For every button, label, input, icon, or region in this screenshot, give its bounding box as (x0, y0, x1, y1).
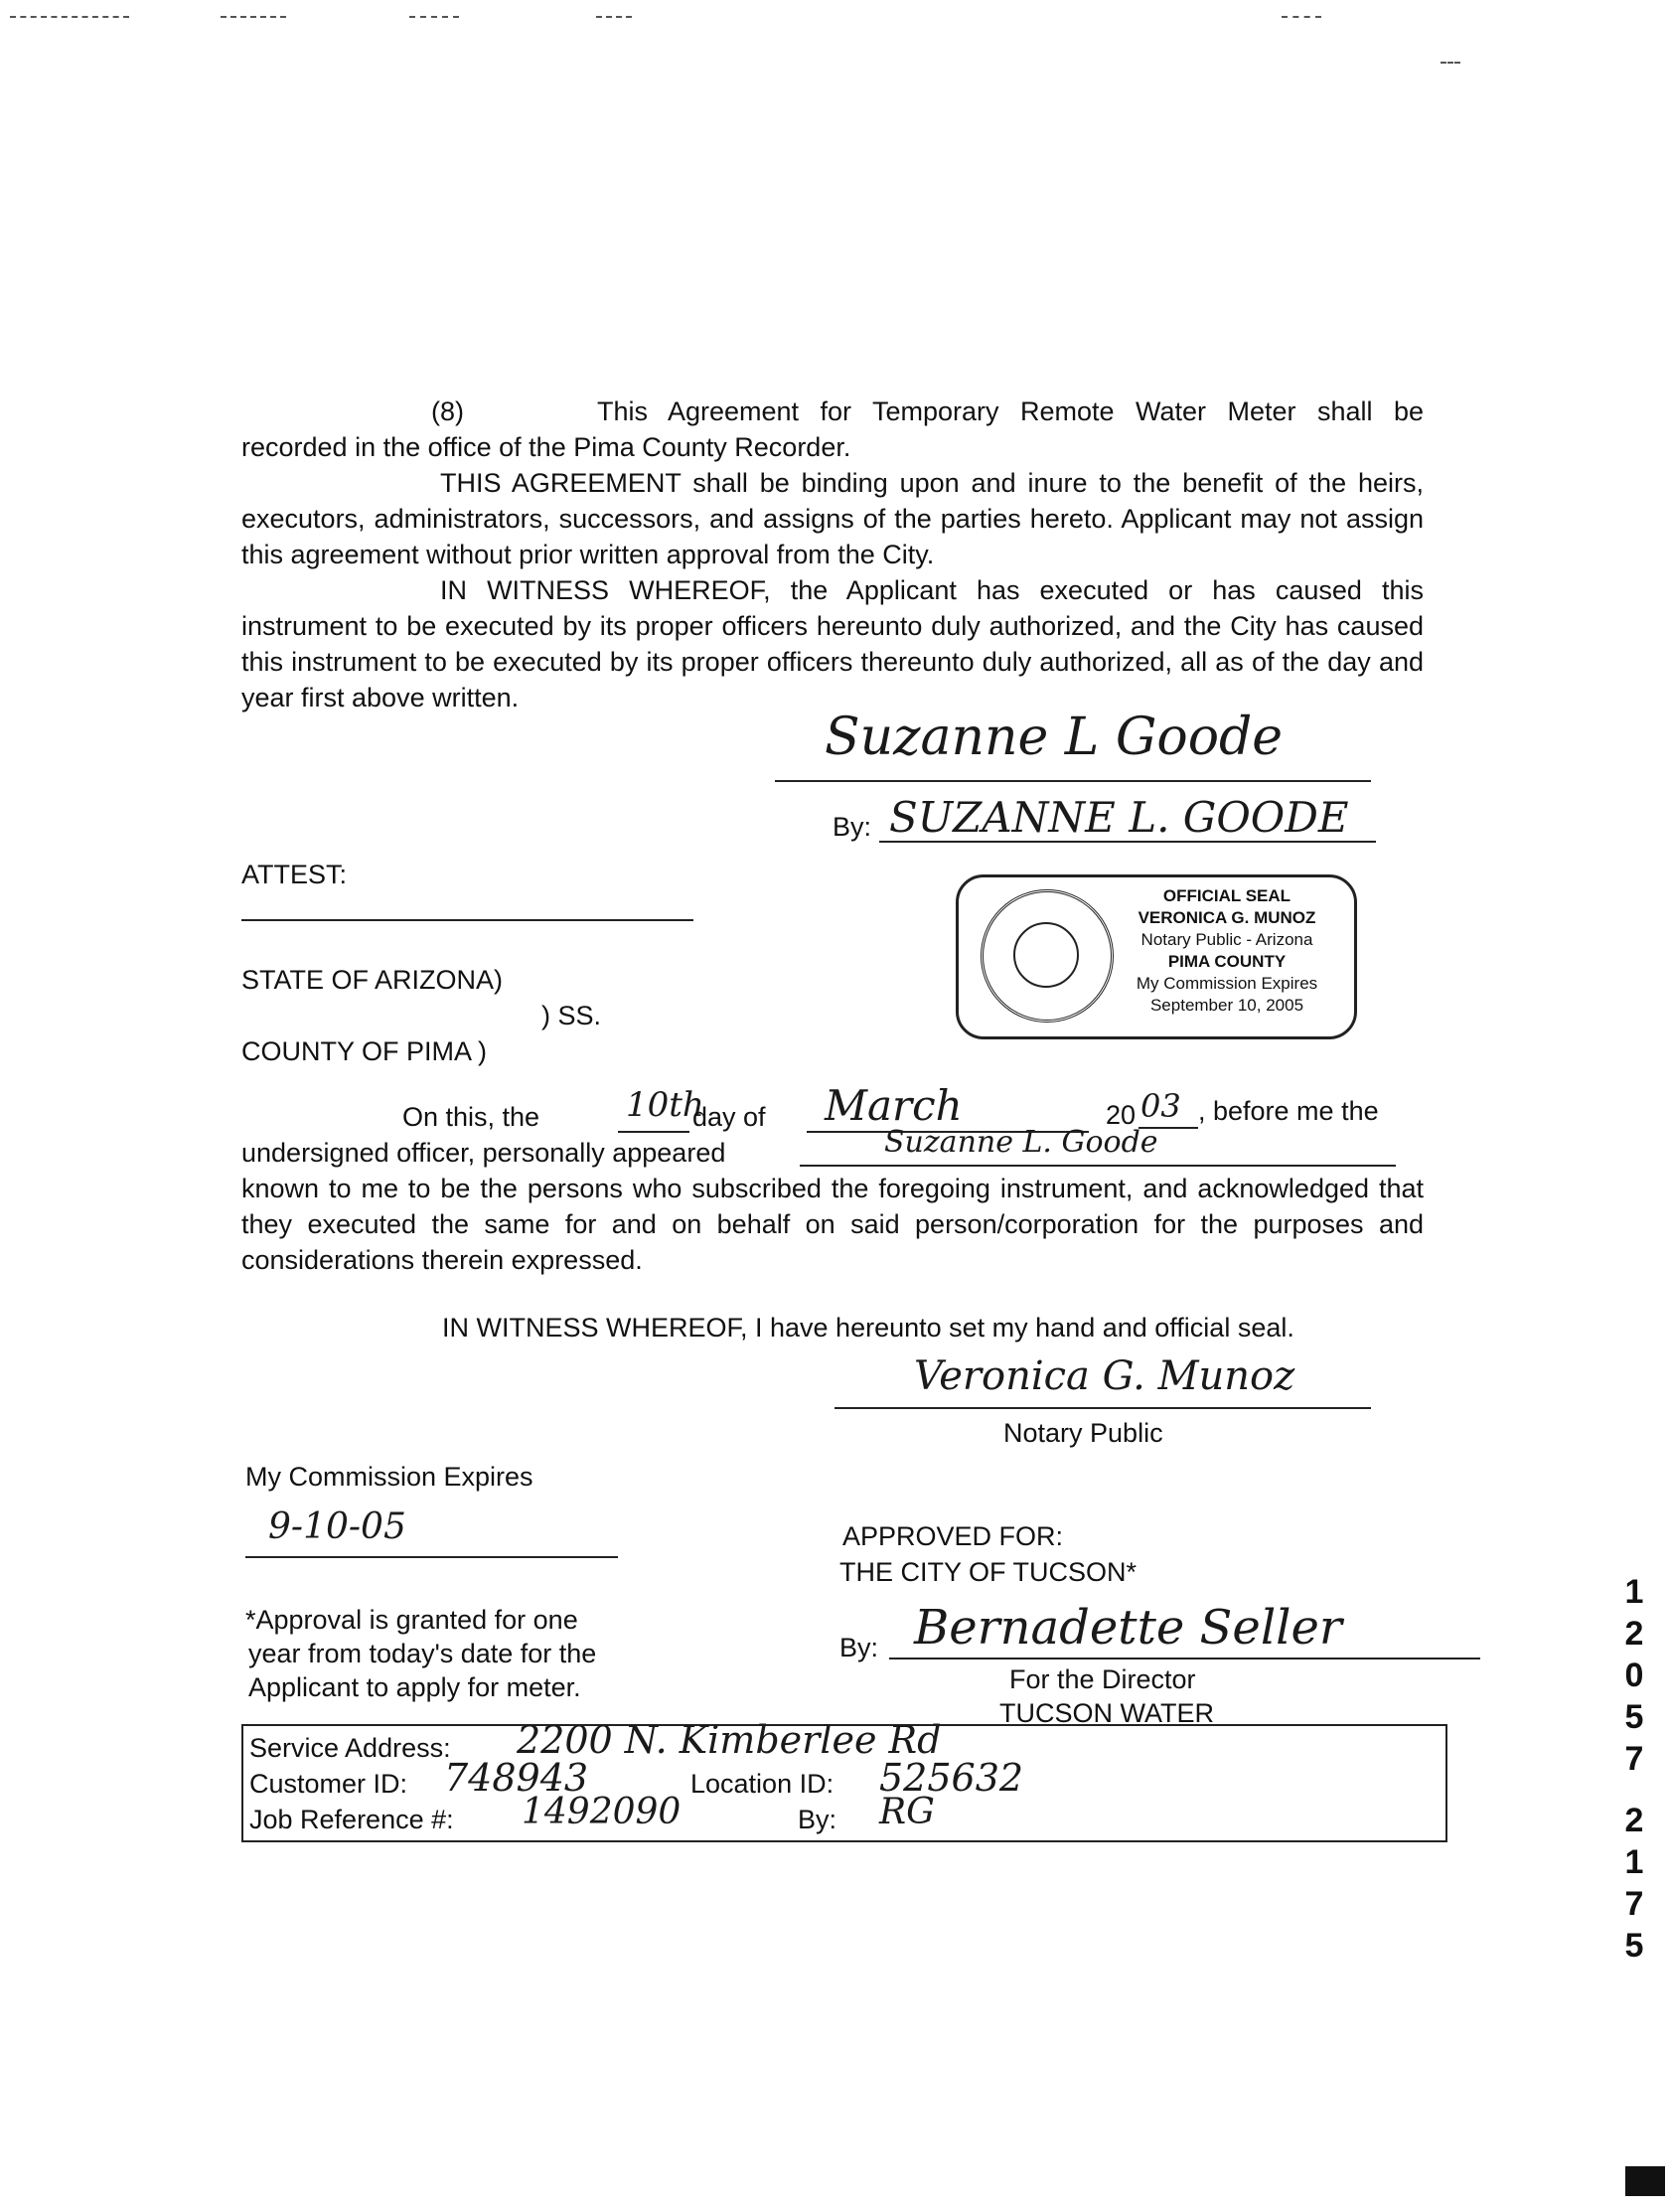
seal-line-3: Notary Public - Arizona (1140, 930, 1313, 949)
notary-title: Notary Public (1003, 1418, 1163, 1448)
approved-line-2: THE CITY OF TUCSON* (839, 1557, 1138, 1587)
binding-paragraph: THIS AGREEMENT shall be binding upon and inure to the benefit of the heirs, executors, administrators, successors, and assigns of the parties hereto. Applicant may not assign this agreement without prior written approval from the City. (241, 468, 1424, 569)
job-reference-value: 1492090 (522, 1792, 682, 1832)
side-number-7: 1 (1624, 1843, 1644, 1881)
service-address-label: Service Address: (249, 1733, 451, 1763)
clause-text: This Agreement for Temporary Remote Water Meter shall be recorded in the office of the Pima County Recorder. (241, 396, 1424, 462)
attest-label: ATTEST: (241, 860, 348, 889)
venue-ss: ) SS. (541, 1001, 602, 1030)
ref-by-value: RG (879, 1792, 935, 1832)
applicant-by-label: By: (833, 812, 872, 842)
side-number-9: 5 (1624, 1927, 1644, 1965)
seal-line-5: My Commission Expires (1136, 974, 1318, 993)
ack-appeared-name: Suzanne L. Goode (884, 1125, 1158, 1160)
seal-line-6: September 10, 2005 (1149, 996, 1304, 1015)
location-id-value: 525632 (879, 1756, 1024, 1800)
venue-county: COUNTY OF PIMA ) (241, 1036, 488, 1066)
city-by-label: By: (839, 1633, 879, 1662)
side-number-2: 2 (1624, 1615, 1644, 1653)
ack-day-of: day of (692, 1102, 766, 1132)
customer-id-label: Customer ID: (249, 1769, 408, 1799)
side-number-5: 7 (1624, 1740, 1644, 1778)
scan-corner-mark (1625, 2166, 1665, 2196)
ack-on-this: On this, the (402, 1102, 540, 1132)
location-id-label: Location ID: (690, 1769, 835, 1799)
side-number-6: 2 (1624, 1802, 1644, 1839)
approval-note-2: year from today's date for the (248, 1639, 597, 1668)
seal-line-1: OFFICIAL SEAL (1162, 886, 1291, 905)
ack-before-me: , before me the (1198, 1096, 1379, 1126)
city-signature: Bernadette Seller (914, 1600, 1342, 1656)
approval-note-1: *Approval is granted for one (245, 1605, 578, 1635)
seal-line-4: PIMA COUNTY (1167, 952, 1287, 971)
ack-month: March (825, 1081, 963, 1130)
job-reference-label: Job Reference #: (249, 1805, 454, 1834)
customer-id-value: 748943 (444, 1756, 589, 1800)
applicant-signature: Suzanne L Goode (825, 708, 1284, 767)
notary-witness: IN WITNESS WHEREOF, I have hereunto set my hand and official seal. (442, 1313, 1294, 1343)
notary-signature: Veronica G. Munoz (914, 1353, 1295, 1399)
ack-line2-prefix: undersigned officer, personally appeared (241, 1138, 726, 1168)
side-number-3: 0 (1624, 1657, 1644, 1694)
seal-line-2: VERONICA G. MUNOZ (1138, 908, 1316, 927)
applicant-printed-name: SUZANNE L. GOODE (889, 793, 1349, 842)
commission-date: 9-10-05 (268, 1506, 406, 1547)
reference-box (241, 1718, 1447, 1842)
ref-by-label: By: (798, 1805, 837, 1834)
ack-body: known to me to be the persons who subscribed the foregoing instrument, and acknowledged that they executed the same for and on behalf on said person/corporation for the purposes and considerations therein expressed. (241, 1174, 1424, 1275)
service-address-value: 2200 N. Kimberlee Rd (517, 1718, 942, 1762)
department: TUCSON WATER (999, 1698, 1214, 1728)
commission-label: My Commission Expires (245, 1462, 533, 1492)
venue-state: STATE OF ARIZONA) (241, 965, 504, 995)
side-number-4: 5 (1624, 1698, 1644, 1736)
ack-year-suffix: 03 (1140, 1087, 1181, 1125)
side-number-1: 1 (1624, 1573, 1644, 1611)
state-seal-emblem (981, 889, 1114, 1023)
ack-year-prefix: 20 (1106, 1100, 1137, 1130)
witness-paragraph: IN WITNESS WHEREOF, the Applicant has executed or has caused this instrument to be executed by its proper officers hereunto duly authorized, and the City has caused this instrument to be executed by its proper officers thereunto duly authorized, all as of the day and year first above written. (241, 575, 1424, 712)
for-director: For the Director (1009, 1664, 1196, 1694)
side-number-8: 7 (1624, 1885, 1644, 1923)
approved-line-1: APPROVED FOR: (842, 1521, 1064, 1551)
ack-day: 10th (626, 1085, 704, 1125)
clause-number: (8) (431, 396, 464, 426)
approval-note-3: Applicant to apply for meter. (248, 1672, 581, 1702)
notary-seal (956, 874, 1357, 1039)
